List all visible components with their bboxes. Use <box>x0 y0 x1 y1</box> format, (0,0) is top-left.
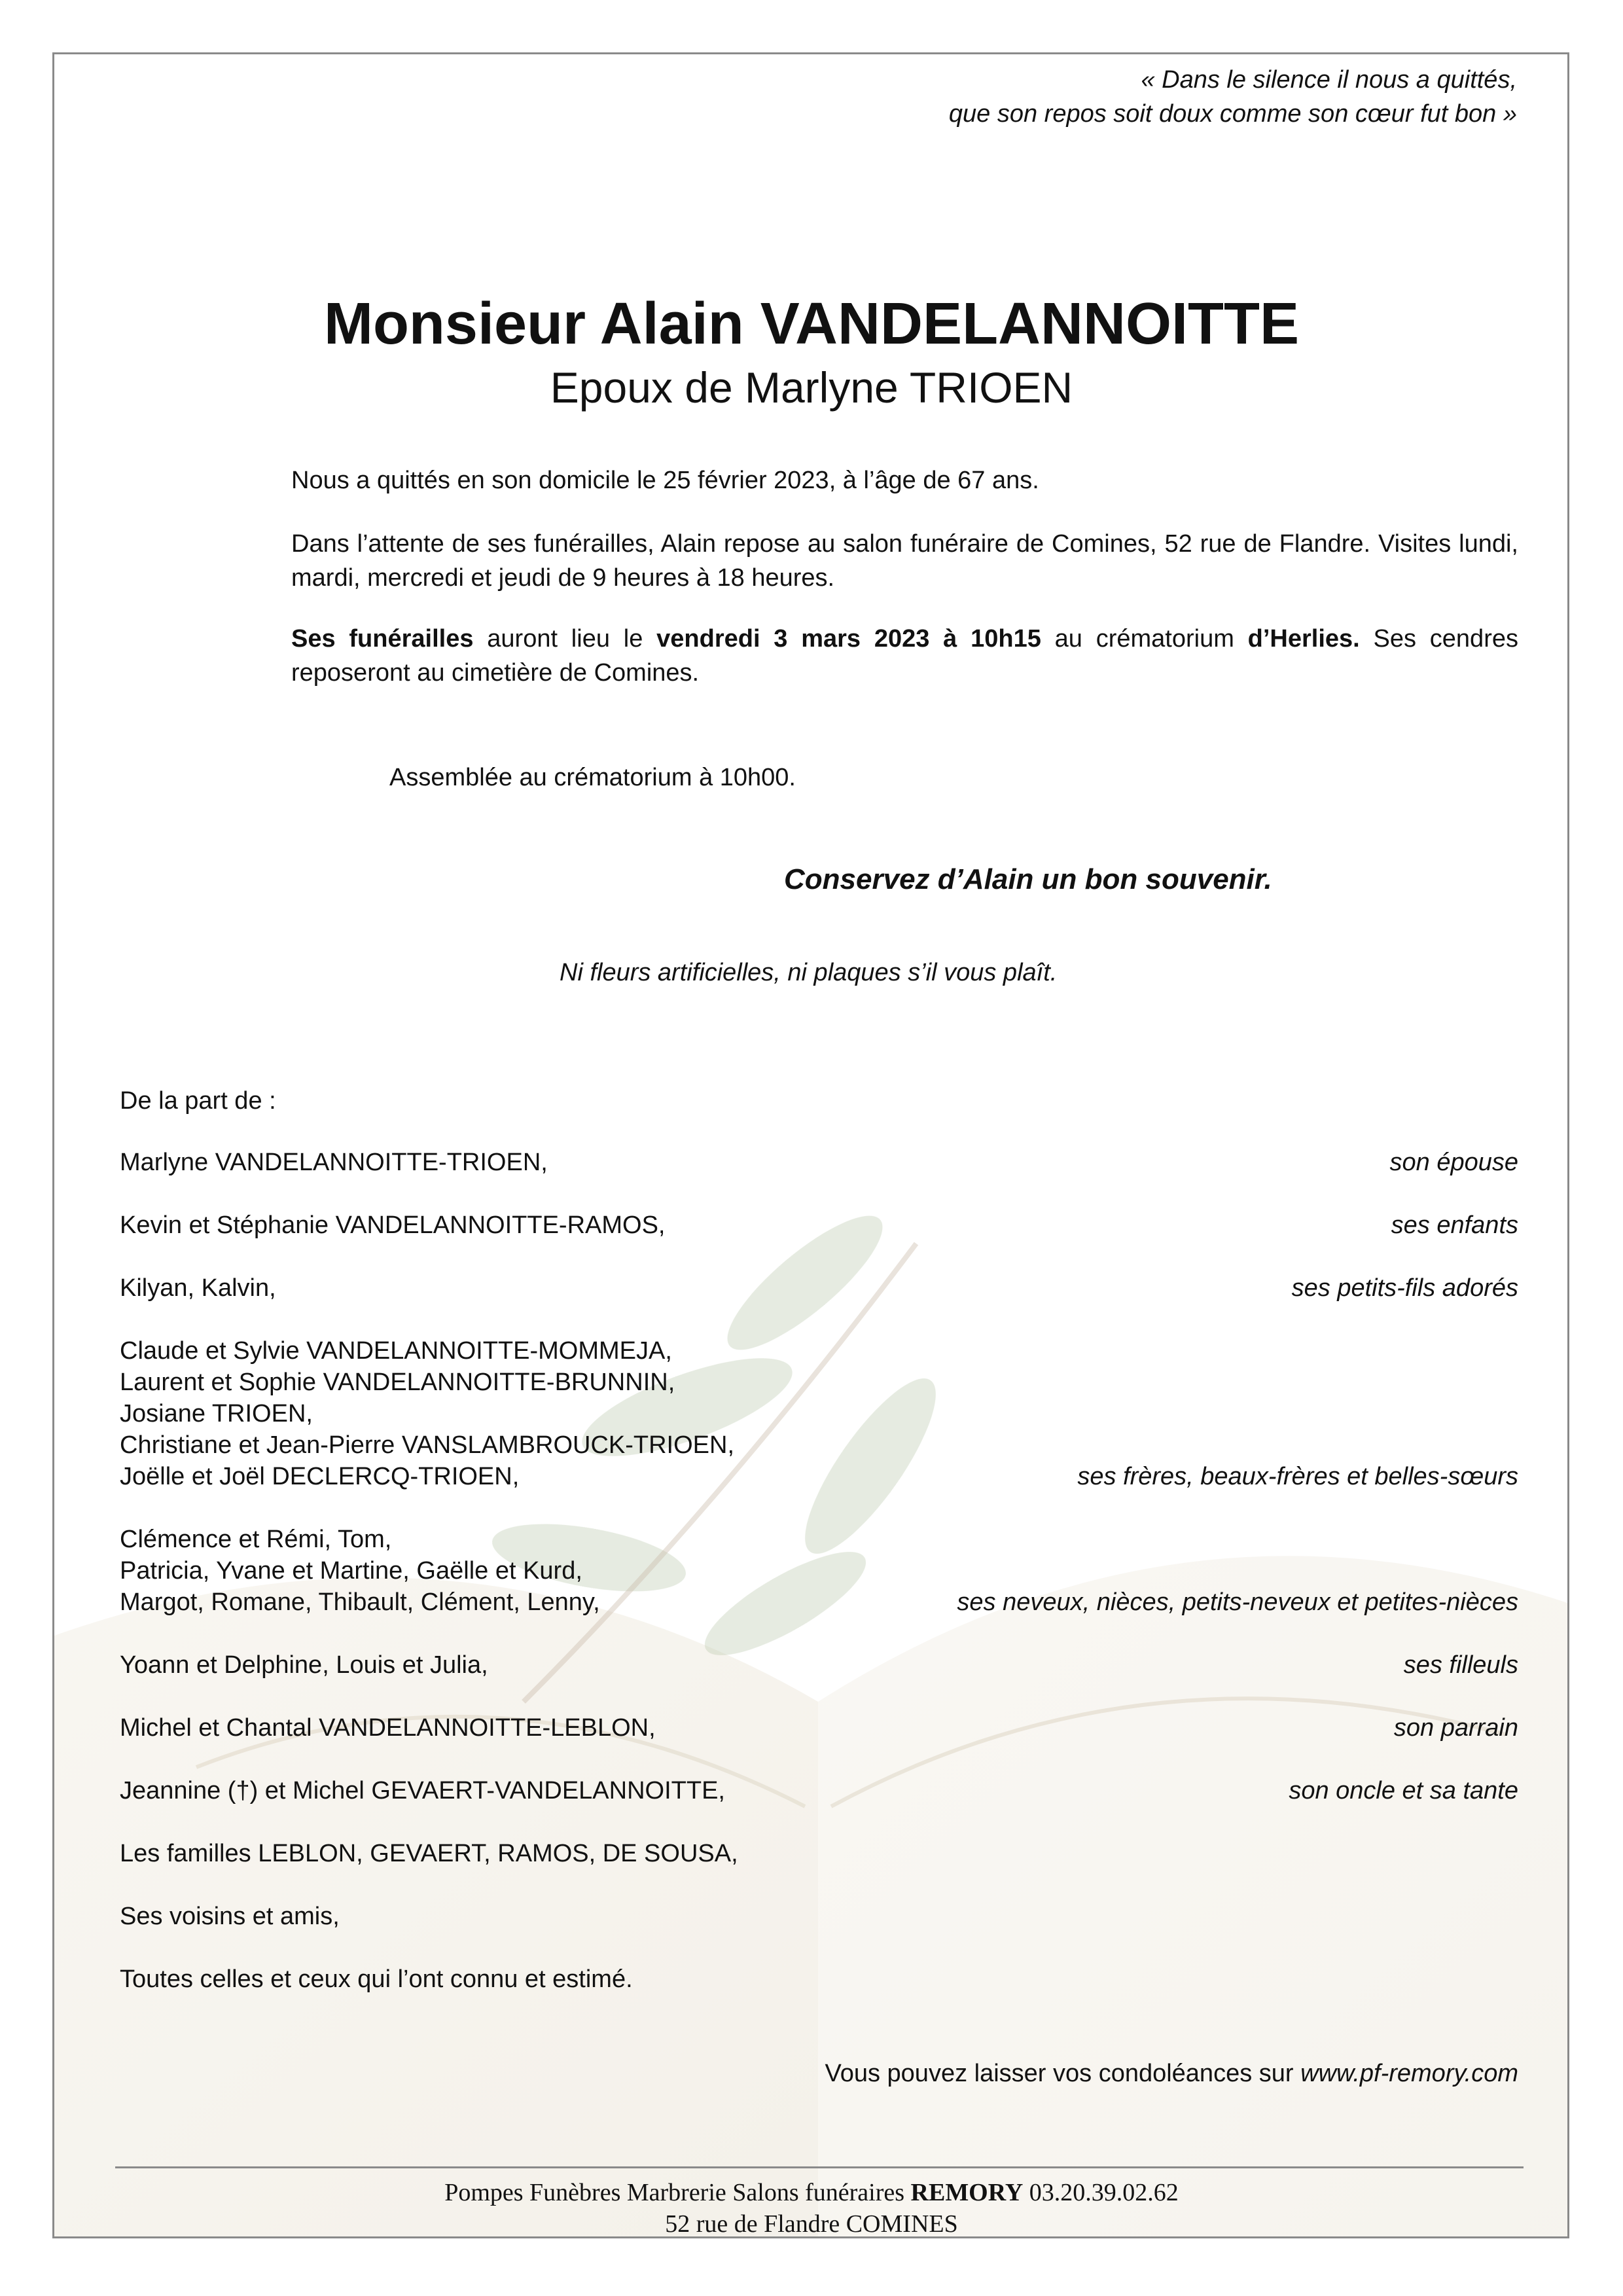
family-names <box>120 1775 725 1806</box>
spouse-line: Epoux de Marlyne TRIOEN <box>550 363 1073 412</box>
family-names <box>120 1964 633 1995</box>
family-name-line: Marlyne VANDELANNOITTE-TRIOEN, <box>120 1149 548 1176</box>
deceased-name: Monsieur Alain VANDELANNOITTE <box>323 291 1300 357</box>
family-name-line: Les familles LEBLON, GEVAERT, RAMOS, DE SOUSA, <box>120 1840 738 1867</box>
family-relation: son épouse <box>1389 1149 1518 1176</box>
footer-divider <box>115 2166 1524 2168</box>
condolences-text: Vous pouvez laisser vos condoléances sur <box>825 2060 1301 2087</box>
death-notice: Nous a quittés en son domicile le 25 février 2023, à l’âge de 67 ans. <box>291 467 1039 494</box>
family-name-line: Ses voisins et amis, <box>120 1903 340 1930</box>
funeral-date: vendredi 3 mars 2023 à 10h15 <box>656 625 1041 653</box>
family-relation: ses filleuls <box>1403 1651 1518 1679</box>
condolences-line <box>825 2056 1518 2090</box>
family-name-line: Joëlle et Joël DECLERCQ-TRIOEN, <box>120 1463 520 1490</box>
family-name-line: Toutes celles et ceux qui l’ont connu et estimé. <box>120 1965 633 1993</box>
funeral-label: Ses funérailles <box>291 625 474 653</box>
footer-prefix: Pompes Funèbres Marbrerie Salons funéraires <box>444 2179 911 2206</box>
assembly-info: Assemblée au crématorium à 10h00. <box>389 764 796 791</box>
family-relation: ses frères, beaux-frères et belles-sœurs <box>1077 1463 1518 1490</box>
family-row <box>120 1272 1518 1304</box>
family-name-line: Josiane TRIOEN, <box>120 1400 313 1427</box>
family-relation: ses enfants <box>1391 1211 1518 1239</box>
family-name-line: Patricia, Yvane et Martine, Gaëlle et Kurd, <box>120 1557 582 1585</box>
funeral-text-2: au crématorium <box>1041 625 1248 653</box>
funeral-place: d’Herlies. <box>1247 625 1360 653</box>
family-row <box>120 1901 1518 1932</box>
family-row <box>120 1838 1518 1869</box>
family-row <box>120 1210 1518 1241</box>
funeral-text-1: auront lieu le <box>473 625 657 653</box>
family-row <box>120 1335 1518 1492</box>
family-row <box>120 1147 1518 1178</box>
family-names <box>120 1210 665 1241</box>
family-relation: son parrain <box>1393 1714 1518 1742</box>
family-name-line: Claude et Sylvie VANDELANNOITTE-MOMMEJA, <box>120 1337 672 1365</box>
family-name-line: Kilyan, Kalvin, <box>120 1274 276 1302</box>
footer-phone: 03.20.39.02.62 <box>1023 2179 1179 2206</box>
souvenir-line: Conservez d’Alain un bon souvenir. <box>784 863 1272 895</box>
visitation-info: Dans l’attente de ses funérailles, Alain repose au salon funéraire de Comines, 52 rue de Flandre. Visites lundi, mardi, mercredi et jeudi de 9 heures à 18 heures. <box>291 530 1518 592</box>
family-relation: son oncle et sa tante <box>1289 1777 1518 1804</box>
family-row <box>120 1964 1518 1995</box>
funeral-info <box>291 622 1518 690</box>
family-row <box>120 1649 1518 1681</box>
family-names <box>120 1901 340 1932</box>
family-name-line: Clémence et Rémi, Tom, <box>120 1526 392 1553</box>
family-names <box>120 1712 656 1744</box>
from-label: De la part de : <box>120 1087 276 1115</box>
family-names <box>120 1335 734 1492</box>
family-name-line: Michel et Chantal VANDELANNOITTE-LEBLON, <box>120 1714 656 1742</box>
family-names <box>120 1524 600 1618</box>
family-name-line: Kevin et Stéphanie VANDELANNOITTE-RAMOS, <box>120 1211 666 1239</box>
family-names <box>120 1649 488 1681</box>
footer-company: REMORY <box>910 2179 1024 2206</box>
family-row <box>120 1775 1518 1806</box>
footer-address: 52 rue de Flandre COMINES <box>665 2210 958 2238</box>
no-flowers-line: Ni fleurs artificielles, ni plaques s’il vous plaît. <box>560 959 1058 986</box>
family-name-line: Laurent et Sophie VANDELANNOITTE-BRUNNIN, <box>120 1369 675 1396</box>
family-name-line: Jeannine (†) et Michel GEVAERT-VANDELANNOITTE, <box>120 1777 725 1804</box>
epigraph-line-2: que son repos soit doux comme son cœur fut bon » <box>948 100 1517 128</box>
condolences-link[interactable]: www.pf-remory.com <box>1300 2060 1518 2087</box>
family-names <box>120 1147 548 1178</box>
family-name-line: Christiane et Jean-Pierre VANSLAMBROUCK-TRIOEN, <box>120 1431 734 1459</box>
family-names <box>120 1272 276 1304</box>
family-name-line: Margot, Romane, Thibault, Clément, Lenny, <box>120 1588 600 1616</box>
family-row <box>120 1712 1518 1744</box>
epigraph <box>949 63 1517 131</box>
family-name-line: Yoann et Delphine, Louis et Julia, <box>120 1651 488 1679</box>
epigraph-line-1: « Dans le silence il nous a quittés, <box>1141 66 1517 94</box>
family-relation: ses petits-fils adorés <box>1291 1274 1518 1302</box>
family-row <box>120 1524 1518 1618</box>
funeral-text-3: Ses cendres reposeront au cimetière de Comines. <box>291 625 1518 687</box>
family-relation: ses neveux, nièces, petits-neveux et petites-nièces <box>957 1588 1518 1616</box>
footer-line-1 <box>0 2177 1623 2208</box>
family-names <box>120 1838 738 1869</box>
